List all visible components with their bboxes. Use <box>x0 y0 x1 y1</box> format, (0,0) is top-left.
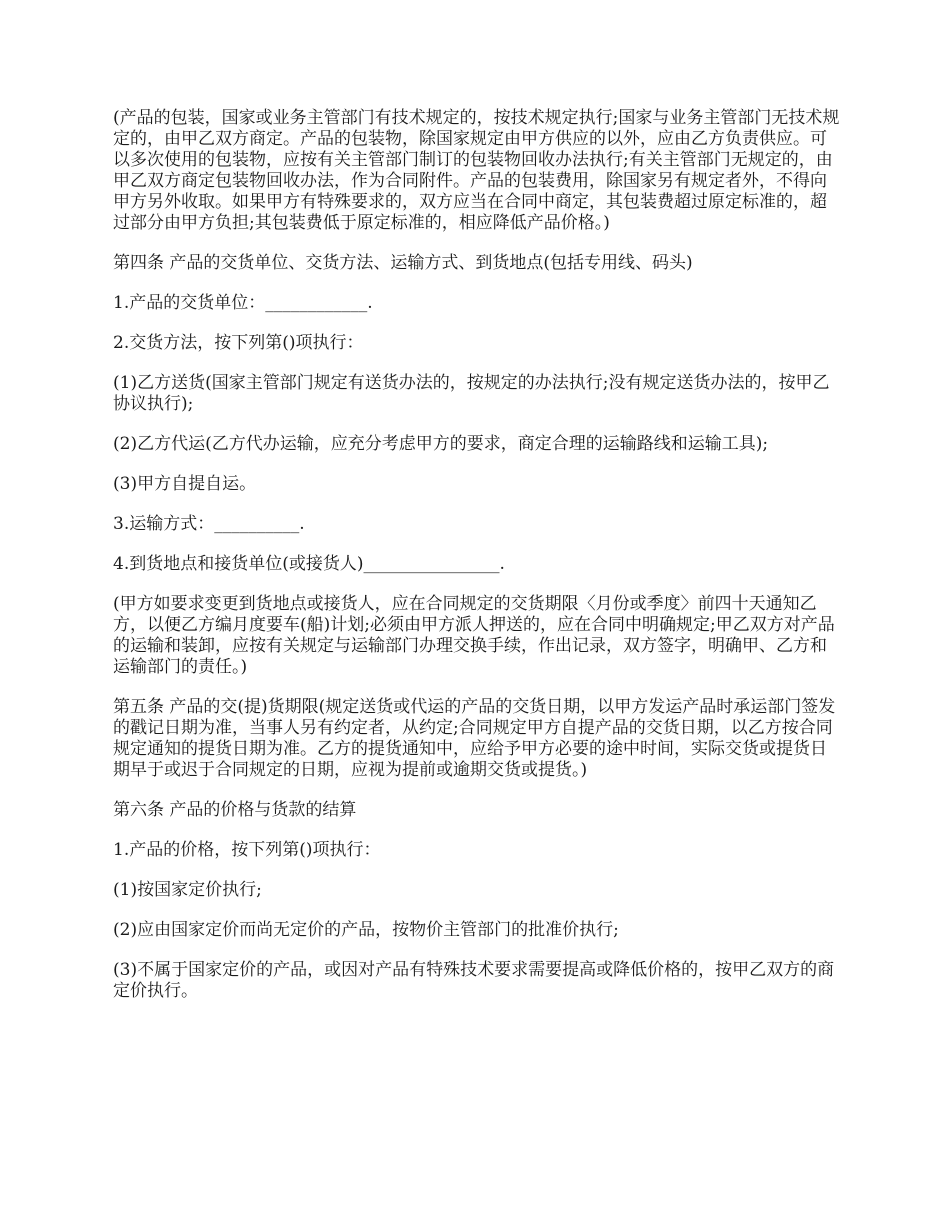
delivery-unit-line: 1.产品的交货单位：____________. <box>113 293 373 313</box>
article-5-paragraph: 第五条 产品的交(提)货期限(规定送货或代运的产品的交货日期，以甲方发运产品时承运部门签发的戳记日期为准，当事人另有约定者，从约定;合同规定甲方自提产品的交货日期，以乙方按合同规定通知的提货日期为准。乙方的提货通知中，应给予甲方必要的途中时间，实际交货或提货日期早于或迟于合同规定的日期，应视为提前或逾期交货或提货。) <box>113 697 836 780</box>
paragraph-change-note: (甲方如要求变更到货地点或接货人，应在合同规定的交货期限〈月份或季度〉前四十天通知乙方，以便乙方编月度要车(船)计划;必须由甲方派人押送的，应在合同中明确规定;甲乙双方对产品的运输和装卸，应按有关规定与运输部门办理交换手续，作出记录，双方签字，明确甲、乙方和运输部门的责任。) <box>113 594 835 677</box>
document-body <box>113 108 843 1021</box>
price-option-2: (2)应由国家定价而尚无定价的产品，按物价主管部门的批准价执行; <box>113 920 619 940</box>
delivery-option-1: (1)乙方送货(国家主管部门规定有送货办法的，按规定的办法执行;没有规定送货办法的，按甲乙协议执行); <box>113 373 830 414</box>
delivery-method-line: 2.交货方法，按下列第()项执行： <box>113 333 364 353</box>
price-option-3: (3)不属于国家定价的产品，或因对产品有特殊技术要求需要提高或降低价格的，按甲乙双方的商定价执行。 <box>113 960 835 1001</box>
price-line: 1.产品的价格，按下列第()项执行： <box>113 840 381 860</box>
article-4-heading: 第四条 产品的交货单位、交货方法、运输方式、到货地点(包括专用线、码头) <box>113 253 693 273</box>
delivery-option-3: (3)甲方自提自运。 <box>113 474 257 494</box>
paragraph-packaging-note: (产品的包装，国家或业务主管部门有技术规定的，按技术规定执行;国家与业务主管部门无技术规定的，由甲乙双方商定。产品的包装物，除国家规定由甲方供应的以外，应由乙方负责供应。可以多次使用的包装物，应按有关主管部门制订的包装物回收办法执行;有关主管部门无规定的，由甲乙双方商定包装物回收办法，作为合同附件。产品的包装费用，除国家另有规定者外，不得向甲方另外收取。如果甲方有特殊要求的，双方应当在合同中商定，其包装费超过原定标准的，超过部分由甲方负担;其包装费低于原定标准的，相应降低产品价格。) <box>113 108 840 233</box>
transport-method-line: 3.运输方式：__________. <box>113 514 305 534</box>
arrival-location-line: 4.到货地点和接货单位(或接货人)________________. <box>113 554 505 574</box>
price-option-1: (1)按国家定价执行; <box>113 880 262 900</box>
article-6-heading: 第六条 产品的价格与货款的结算 <box>113 800 357 820</box>
delivery-option-2: (2)乙方代运(乙方代办运输，应充分考虑甲方的要求，商定合理的运输路线和运输工具); <box>113 434 769 454</box>
